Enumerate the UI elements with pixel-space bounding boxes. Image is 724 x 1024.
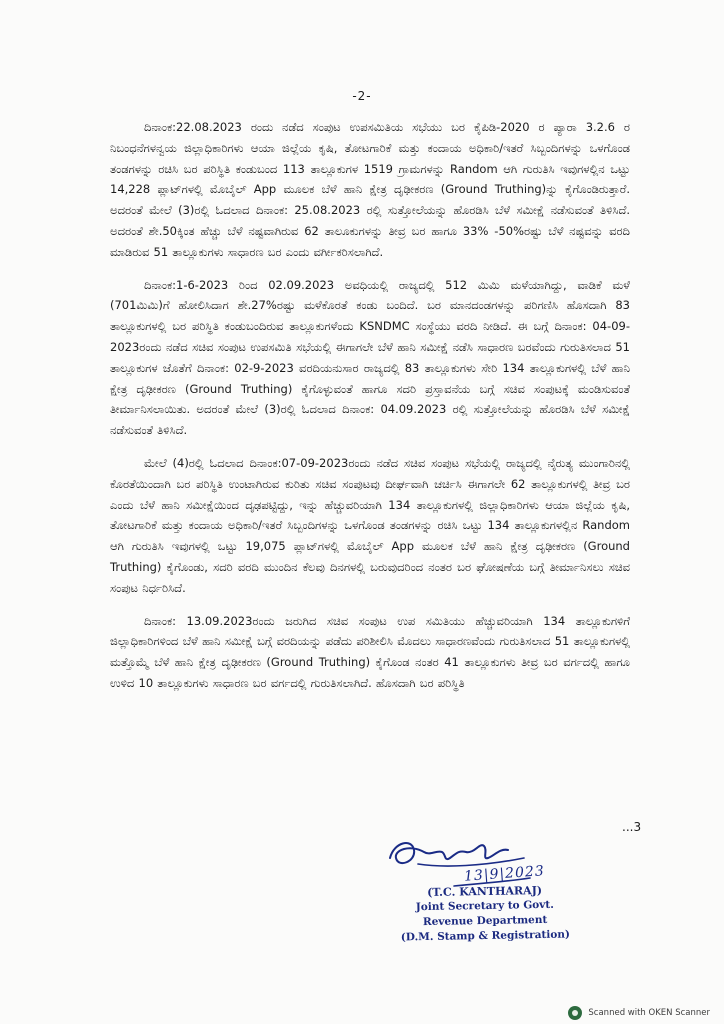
paragraph-4: ದಿನಾಂಕ: 13.09.2023ರಂದು ಜರುಗಿದ ಸಚಿವ ಸಂಪುಟ ಉಪ ಸಮಿತಿಯು ಹೆಚ್ಚುವರಿಯಾಗಿ 134 ತಾಲ್ಲೂಕುಗಳಿಗೆ ಜಿಲ್ಲಾಧಿಕಾರಿಗಳಿಂದ ಬೆಳೆ ಹಾನಿ ಸಮೀಕ್ಷೆ ಬಗ್ಗೆ ವರದಿಯನ್ನು ಪಡೆದು ಪರಿಶೀಲಿಸಿ ಮೊದಲು ಸಾಧಾರಣವೆಂದು ಗುರುತಿಸಲಾದ 51 ತಾಲ್ಲೂಕುಗಳಲ್ಲಿ ಮತ್ತೊಮ್ಮೆ ಬೆಳೆ ಹಾನಿ ಕ್ಷೇತ್ರ ದೃಢೀಕರಣ (Ground Truthing) ಕೈಗೊಂಡ ನಂತರ 41 ತಾಲ್ಲೂಕುಗಳು ತೀವ್ರ ಬರ ವರ್ಗದಲ್ಲಿ ಹಾಗೂ ಉಳಿದ 10 ತಾಲ್ಲೂಕುಗಳು ಸಾಧಾರಣ ಬರ ವರ್ಗದಲ್ಲಿ ಗುರುತಿಸಲಾಗಿದೆ. ಹೊಸದಾಗಿ ಬರ ಪರಿಸ್ಥಿತಿ bbox=[110, 613, 630, 690]
paragraph-3: ಮೇಲೆ (4)ರಲ್ಲಿ ಓದಲಾದ ದಿನಾಂಕ:07-09-2023ರಂದು ನಡೆದ ಸಚಿವ ಸಂಪುಟ ಸಭೆಯಲ್ಲಿ ರಾಜ್ಯದಲ್ಲಿ ನೈರುತ್ಯ ಮುಂಗಾರಿನಲ್ಲಿ ಕೊರತೆಯಿಂದಾಗಿ ಬರ ಪರಿಸ್ಥಿತಿ ಉಂಟಾಗಿರುವ ಕುರಿತು ಸಚಿವ ಸಂಪುಟವು ದೀರ್ಘವಾಗಿ ಚರ್ಚಿಸಿ ಈಗಾಗಲೇ 62 ತಾಲ್ಲೂಕುಗಳಲ್ಲಿ ತೀವ್ರ ಬರ ಎಂದು ಬೆಳೆ ಹಾನಿ ಸಮೀಕ್ಷೆಯಿಂದ ದೃಢಪಟ್ಟಿದ್ದು, ಇನ್ನು ಹೆಚ್ಚುವರಿಯಾಗಿ 134 ತಾಲ್ಲೂಕುಗಳಲ್ಲಿ ಜಿಲ್ಲಾಧಿಕಾರಿಗಳು ಆಯಾ ಜಿಲ್ಲೆಯ ಕೃಷಿ, ತೋಟಗಾರಿಕೆ ಮತ್ತು ಕಂದಾಯ ಅಧಿಕಾರಿ/ಇತರೆ ಸಿಬ್ಬಂದಿಗಳನ್ನು ಒಳಗೊಂಡ ತಂಡಗಳನ್ನು ರಚಿಸಿ ಒಟ್ಟು 134 ತಾಲ್ಲೂಕುಗಳಲ್ಲಿನ Random ಆಗಿ ಗುರುತಿಸಿ ಇವುಗಳಲ್ಲಿ ಒಟ್ಟು 19,075 ಪ್ಲಾಟ್‌ಗಳಲ್ಲಿ ಮೊಬೈಲ್ App ಮೂಲಕ ಬೆಳೆ ಹಾನಿ ಕ್ಷೇತ್ರ ದೃಢೀಕರಣ (Ground Truthing) ಕೈಗೊಂಡು, ಸದರಿ ವರದಿ ಮುಂದಿನ ಕೆಲವು ದಿನಗಳಲ್ಲಿ ಬರುವುದರಿಂದ ನಂತರ ಬರ ಘೋಷಣೆಯ ಬಗ್ಗೆ ತೀರ್ಮಾನಿಸಲು ಸಚಿವ ಸಂಪುಟ ನಿರ್ಧರಿಸಿದೆ. bbox=[110, 455, 630, 595]
signature-date: 13|9|2023 bbox=[463, 863, 546, 885]
signature-block bbox=[384, 828, 570, 950]
stamp-designation: Joint Secretary to Govt. bbox=[415, 898, 554, 914]
paragraph-1: ದಿನಾಂಕ:22.08.2023 ರಂದು ನಡೆದ ಸಂಪುಟ ಉಪಸಮಿತಿಯ ಸಭೆಯು ಬರ ಕೈಪಿಡಿ-2020 ರ ಪ್ಯಾರಾ 3.2.6 ರ ನಿಬಂಧನೆಗಳನ್ವಯ ಜಿಲ್ಲಾಧಿಕಾರಿಗಳು ಆಯಾ ಜಿಲ್ಲೆಯ ಕೃಷಿ, ತೋಟಗಾರಿಕೆ ಮತ್ತು ಕಂದಾಯ ಅಧಿಕಾರಿ/ಇತರೆ ಸಿಬ್ಬಂದಿಗಳನ್ನು ಒಳಗೊಂಡ ತಂಡಗಳನ್ನು ರಚಿಸಿ ಬರ ಪರಿಸ್ಥಿತಿ ಕಂಡುಬಂದ 113 ತಾಲ್ಲೂಕುಗಳ 1519 ಗ್ರಾಮಗಳನ್ನು Random ಆಗಿ ಗುರುತಿಸಿ ಇವುಗಳಲ್ಲಿನ ಒಟ್ಟು 14,228 ಪ್ಲಾಟ್‌ಗಳಲ್ಲಿ ಮೊಬೈಲ್ App ಮೂಲಕ ಬೆಳೆ ಹಾನಿ ಕ್ಷೇತ್ರ ದೃಢೀಕರಣ (Ground Truthing)ನ್ನು ಕೈಗೊಂಡಿರುತ್ತಾರೆ. ಅದರಂತೆ ಮೇಲೆ (3)ರಲ್ಲಿ ಓದಲಾದ ದಿನಾಂಕ: 25.08.2023 ರಲ್ಲಿ ಸುತ್ತೋಲೆಯನ್ನು ಹೊರಡಿಸಿ ಬೆಳೆ ಸಮೀಕ್ಷೆ ನಡೆಸುವಂತೆ ತಿಳಿಸಿದೆ. ಅದರಂತೆ ಶೇ.50ಕ್ಕಿಂತ ಹೆಚ್ಚು ಬೆಳೆ ನಷ್ಟವಾಗಿರುವ 62 ತಾಲೂಕುಗಳನ್ನು ತೀವ್ರ ಬರ ಹಾಗೂ 33% -50%ರಷ್ಟು ಬೆಳೆ ನಷ್ಟವನ್ನು ವರದಿ ಮಾಡಿರುವ 51 ತಾಲ್ಲೂಕುಗಳು ಸಾಧಾರಣ ಬರ ಎಂದು ವರ್ಗೀಕರಿಸಲಾಗಿದೆ. bbox=[110, 120, 630, 259]
scanner-watermark bbox=[568, 1006, 710, 1020]
document-body bbox=[110, 117, 630, 706]
scanner-logo-icon bbox=[568, 1006, 582, 1020]
stamp-name: (T.C. KANTHARAJ) bbox=[427, 884, 543, 900]
paragraph-2: ದಿನಾಂಕ:1-6-2023 ರಿಂದ 02.09.2023 ಅವಧಿಯಲ್ಲಿ ರಾಜ್ಯದಲ್ಲಿ 512 ಮಿಮಿ ಮಳೆಯಾಗಿದ್ದು, ವಾಡಿಕೆ ಮಳೆ (701ಮಿಮಿ)ಗೆ ಹೋಲಿಸಿದಾಗ ಶೇ.27%ರಷ್ಟು ಮಳೆಕೊರತೆ ಕಂಡು ಬಂದಿದೆ. ಬರ ಮಾನದಂಡಗಳನ್ನು ಪರಿಗಣಿಸಿ ಹೊಸದಾಗಿ 83 ತಾಲ್ಲೂಕುಗಳಲ್ಲಿ ಬರ ಪರಿಸ್ಥಿತಿ ಕಂಡುಬಂದಿರುವ ತಾಲ್ಲೂಕುಗಳೆಂದು KSNDMC ಸಂಸ್ಥೆಯು ವರದಿ ನೀಡಿದೆ. ಈ ಬಗ್ಗೆ ದಿನಾಂಕ: 04-09-2023ರಂದು ನಡೆದ ಸಚಿವ ಸಂಪುಟ ಉಪಸಮಿತಿ ಸಭೆಯಲ್ಲಿ ಈಗಾಗಲೇ ಬೆಳೆ ಹಾನಿ ಸಮೀಕ್ಷೆ ನಡೆಸಿ ಸಾಧಾರಣ ಬರವೆಂದು ಗುರುತಿಸಲಾದ 51 ತಾಲ್ಲೂಕುಗಳ ಜೊತೆಗೆ ದಿನಾಂಕ: 02-9-2023 ವರದಿಯನುಸಾರ ರಾಜ್ಯದಲ್ಲಿ 83 ತಾಲ್ಲೂಕುಗಳು ಸೇರಿ 134 ತಾಲ್ಲೂಕುಗಳಲ್ಲಿ ಬೆಳೆ ಹಾನಿ ಕ್ಷೇತ್ರ ದೃಢೀಕರಣ (Ground Truthing) ಕೈಗೊಳ್ಳುವಂತೆ ಹಾಗೂ ಸದರಿ ಪ್ರಸ್ತಾವನೆಯ ಬಗ್ಗೆ ಸಚಿವ ಸಂಪುಟಕ್ಕೆ ಮಂಡಿಸುವಂತೆ ತೀರ್ಮಾನಿಸಲಾಯಿತು. ಅದರಂತೆ ಮೇಲೆ (3)ರಲ್ಲಿ ಓದಲಾದ ದಿನಾಂಕ: 04.09.2023 ರಲ್ಲಿ ಸುತ್ತೋಲೆಯನ್ನು ಹೊರಡಿಸಿ ಬೆಳೆ ಸಮೀಕ್ಷೆ ನಡೆಸುವಂತೆ ತಿಳಿಸಿದೆ. bbox=[110, 277, 630, 438]
stamp-department: Revenue Department bbox=[422, 913, 548, 929]
stamp-section: (D.M. Stamp & Registration) bbox=[400, 928, 570, 944]
scanner-label: Scanned with OKEN Scanner bbox=[588, 1008, 710, 1018]
official-stamp bbox=[399, 883, 570, 946]
continuation-marker: ...3 bbox=[622, 820, 642, 834]
page-number: -2- bbox=[352, 89, 372, 103]
